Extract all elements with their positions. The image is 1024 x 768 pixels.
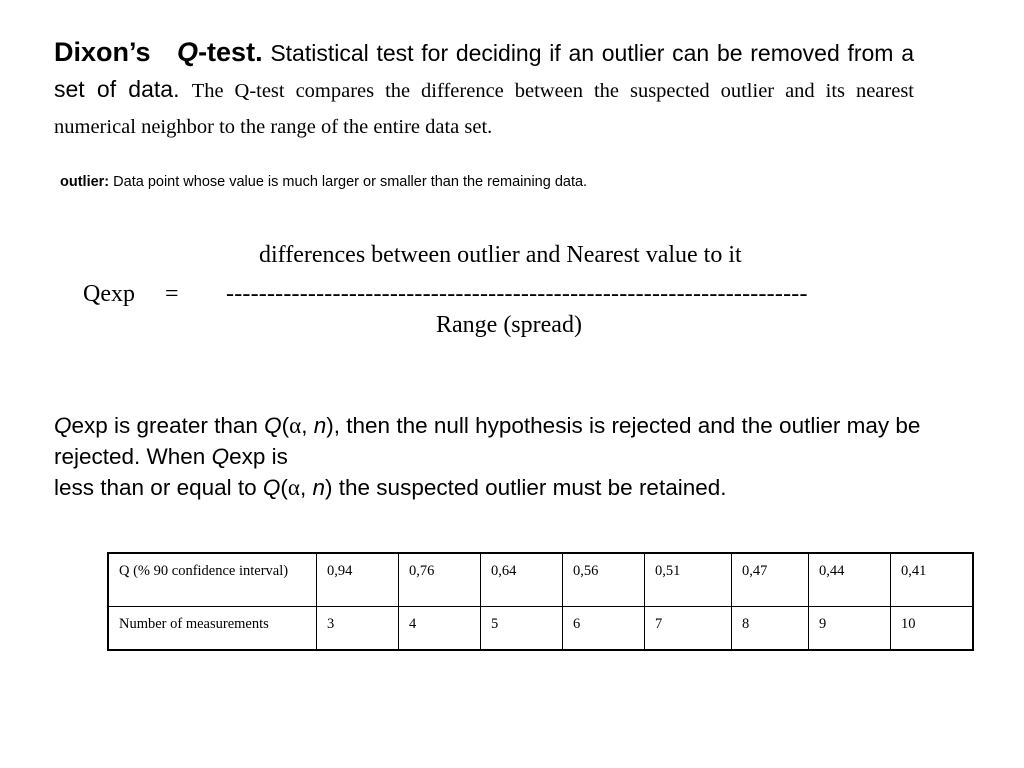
table-row [108,607,973,651]
table-cell: 0,56 [563,553,645,607]
intro-serif-text: The Q-test compares the difference between the suspected outlier and its nearest numerical neighbor to the range of the entire data set. [54,80,914,138]
rule-alpha-1: α [289,413,302,438]
rule-retained-text: ) the suspected outlier must be retained. [325,475,727,500]
rule-less-than: less than or equal to [54,475,257,500]
table-cell: 5 [481,607,563,651]
rule-exp-is: exp is [229,444,288,469]
title-q: Q [177,37,199,67]
title-suffix: -test. [198,37,263,67]
table-cell: 0,41 [891,553,974,607]
table-cell: 0,64 [481,553,563,607]
intro-paragraph [54,34,914,143]
formula-numerator: differences between outlier and Nearest value to it [259,242,742,268]
rule-q-2: Q [264,413,282,438]
intro-sans-text: Statistical test for deciding if an outlier can be removed from a set of data. [54,40,914,102]
formula-equals: = [165,281,179,307]
table-row [108,553,973,607]
title [54,37,263,67]
q-critical-table [107,552,974,651]
table-cell: 6 [563,607,645,651]
table-cell: 0,44 [809,553,891,607]
rule-comma-2: , [299,475,307,500]
decision-rule [54,410,954,503]
formula-label: Qexp [83,281,135,307]
rule-q-1: Q [54,413,72,438]
table-cell: 0,76 [399,553,481,607]
outlier-definition [60,173,587,191]
table-cell: 8 [732,607,809,651]
table-cell: 0,51 [645,553,732,607]
formula-denominator: Range (spread) [436,312,582,338]
rule-then-text: ), then the null hypothesis is rejected and the outlier may be rejected. When [54,413,921,469]
title-name: Dixon’s [54,37,151,67]
rule-q-3: Q [211,444,230,469]
table-cell: 0,94 [317,553,399,607]
rule-alpha-2: α [287,475,300,500]
table-cell: 7 [645,607,732,651]
rule-paren-open-1: ( [281,413,290,438]
rule-n-2: n [312,475,326,500]
outlier-definition-text: Data point whose value is much larger or smaller than the remaining data. [113,174,588,190]
table-cell: 4 [399,607,481,651]
table-cell: 3 [317,607,399,651]
formula-fraction-bar: ----------------------------------------------------------------------- [226,281,808,307]
table-cell: 9 [809,607,891,651]
table-cell: Q (% 90 confidence interval) [108,553,317,607]
table-cell: 0,47 [732,553,809,607]
table-cell: 10 [891,607,974,651]
table-cell: Number of measurements [108,607,317,651]
rule-n-1: n [313,413,327,438]
rule-q-4: Q [262,475,281,500]
rule-paren-open-2: ( [280,475,288,500]
rule-exp-greater: exp is greater than [71,413,258,438]
rule-comma-1: , [301,413,308,438]
outlier-term: outlier: [60,174,110,190]
